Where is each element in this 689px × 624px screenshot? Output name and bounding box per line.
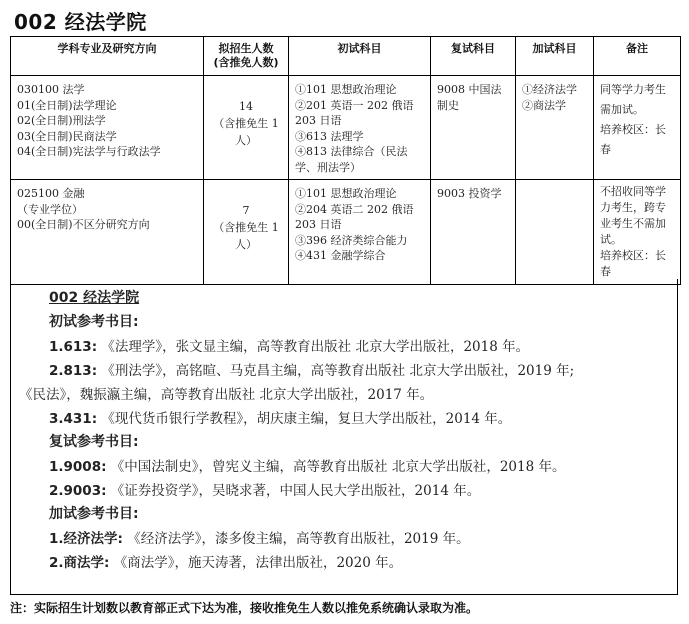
exam-line: ③396 经济类综合能力 — [295, 233, 408, 247]
retest-line: 9003 投资学 — [437, 187, 502, 200]
book-item — [49, 335, 529, 355]
page-title: 002 经法学院 — [14, 10, 147, 34]
retest-line: 制史 — [437, 98, 459, 112]
book-text: 《证券投资学》，吴晓求著，中国人民大学出版社，2014 年。 — [110, 483, 481, 499]
major-line: 030100 法学 — [17, 83, 85, 96]
book-text: 《中国法制史》，曾宪义主编，高等教育出版社 北京大学出版社，2018 年。 — [110, 459, 566, 475]
header-remark-label: 备注 — [626, 42, 648, 55]
header-retest — [431, 37, 516, 76]
quota-cell — [204, 76, 289, 180]
major-cell — [11, 180, 204, 285]
remark-cell — [594, 76, 681, 180]
table-row — [11, 180, 681, 285]
exam-line: 203 日语 — [295, 114, 342, 127]
major-line: 00(全日制)不区分研究方向 — [17, 218, 150, 231]
initial-exam-cell — [289, 180, 431, 285]
book-item — [49, 455, 566, 475]
header-initial-exam — [289, 37, 431, 76]
books-heading: 002 经法学院 — [49, 290, 140, 306]
header-retest-label: 复试科目 — [451, 42, 495, 55]
table-row — [11, 76, 681, 180]
book-code: 2.商法学: — [49, 555, 110, 571]
remark-line: 培养校区：长 — [600, 249, 666, 262]
remark-line: 试。 — [600, 233, 622, 246]
header-extra-exam-label: 加试科目 — [532, 42, 577, 55]
retest-books-title: 复试参考书目: — [49, 434, 139, 450]
header-major — [11, 37, 204, 76]
exam-line: ④431 金融学综合 — [295, 249, 386, 262]
quota-value: 14 — [239, 100, 253, 113]
book-text: 《经济法学》，漆多俊主编，高等教育出版社，2019 年。 — [127, 531, 470, 547]
remark-line: 春 — [600, 265, 611, 278]
exam-line: ①101 思想政治理论 — [295, 83, 397, 96]
book-code: 1.经济法学: — [49, 531, 123, 547]
book-code: 1.613: — [49, 339, 98, 355]
remark-line: 春 — [600, 143, 611, 156]
exam-line: ②204 英语二 202 俄语 — [295, 202, 414, 216]
book-text: 《现代货币银行学教程》，胡庆康主编，复旦大学出版社，2014 年。 — [101, 411, 512, 427]
book-item — [19, 383, 433, 403]
major-line: 01(全日制)法学理论 — [17, 98, 117, 112]
extra-exam-cell — [516, 76, 594, 180]
remark-line: 同等学力考生 — [600, 83, 666, 96]
exam-line: ④813 法律综合（民法 — [295, 145, 408, 158]
retest-line: 9008 中国法 — [437, 83, 502, 96]
exam-line: 203 日语 — [295, 218, 342, 231]
initial-exam-cell — [289, 76, 431, 180]
retest-cell — [431, 76, 516, 180]
book-item — [49, 479, 480, 499]
remark-line: 培养校区：长 — [600, 123, 666, 136]
retest-cell — [431, 180, 516, 285]
exam-line: ②201 英语一 202 俄语 — [295, 98, 414, 112]
header-quota-sub: (含推免人数) — [213, 56, 279, 69]
reference-books-box — [10, 279, 678, 595]
extra-line: ②商法学 — [522, 98, 566, 112]
major-line: 03(全日制)民商法学 — [17, 129, 117, 143]
quota-note: （含推免生 1 — [213, 221, 279, 234]
remark-line: 力考生，跨专 — [600, 201, 666, 214]
book-code: 2.813: — [49, 363, 98, 379]
remark-cell — [594, 180, 681, 285]
footnote: 注：实际招生计划数以教育部正式下达为准，接收推免生人数以推免系统确认录取为准。 — [10, 601, 479, 615]
exam-line: ①101 思想政治理论 — [295, 187, 397, 200]
quota-note: 人） — [235, 134, 257, 147]
header-initial-exam-label: 初试科目 — [337, 42, 382, 55]
major-line: （专业学位） — [17, 202, 83, 216]
quota-value: 7 — [242, 204, 250, 217]
book-text: 《商法学》，施天涛著，法律出版社，2020 年。 — [113, 555, 403, 571]
book-text: 《刑法学》，高铭暄、马克昌主编，高等教育出版社 北京大学出版社，2019 年; — [101, 363, 575, 379]
book-item — [49, 551, 402, 571]
major-line: 025100 金融 — [17, 187, 85, 200]
header-major-label: 学科专业及研究方向 — [57, 42, 157, 55]
header-remark — [594, 37, 681, 76]
book-text: 《民法》，魏振瀛主编，高等教育出版社 北京大学出版社，2017 年。 — [19, 387, 434, 403]
quota-note: 人） — [235, 238, 257, 251]
table-header-row — [11, 37, 681, 76]
book-item — [49, 359, 574, 379]
extra-books-title: 加试参考书目: — [49, 506, 139, 522]
remark-line: 业考生不需加 — [600, 217, 666, 230]
header-quota-label: 拟招生人数 — [218, 42, 274, 55]
book-code: 3.431: — [49, 411, 98, 427]
header-quota — [204, 37, 289, 76]
book-code: 2.9003: — [49, 483, 107, 499]
book-text: 《法理学》，张文显主编，高等教育出版社 北京大学出版社，2018 年。 — [101, 339, 530, 355]
book-code: 1.9008: — [49, 459, 107, 475]
major-line: 02(全日制)刑法学 — [17, 114, 106, 127]
remark-line: 需加试。 — [600, 103, 644, 116]
exam-line: ③613 法理学 — [295, 129, 364, 143]
book-item — [49, 527, 470, 547]
book-item — [49, 407, 511, 427]
quota-note: （含推免生 1 — [213, 117, 279, 130]
initial-books-title: 初试参考书目: — [49, 314, 139, 330]
header-extra-exam — [516, 37, 594, 76]
exam-line: 学、刑法学） — [295, 160, 361, 174]
admission-table — [10, 36, 681, 285]
extra-exam-cell — [516, 180, 594, 285]
extra-line: ①经济法学 — [522, 83, 577, 96]
major-cell — [11, 76, 204, 180]
quota-cell — [204, 180, 289, 285]
major-line: 04(全日制)宪法学与行政法学 — [17, 145, 161, 158]
remark-line: 不招收同等学 — [600, 185, 666, 198]
